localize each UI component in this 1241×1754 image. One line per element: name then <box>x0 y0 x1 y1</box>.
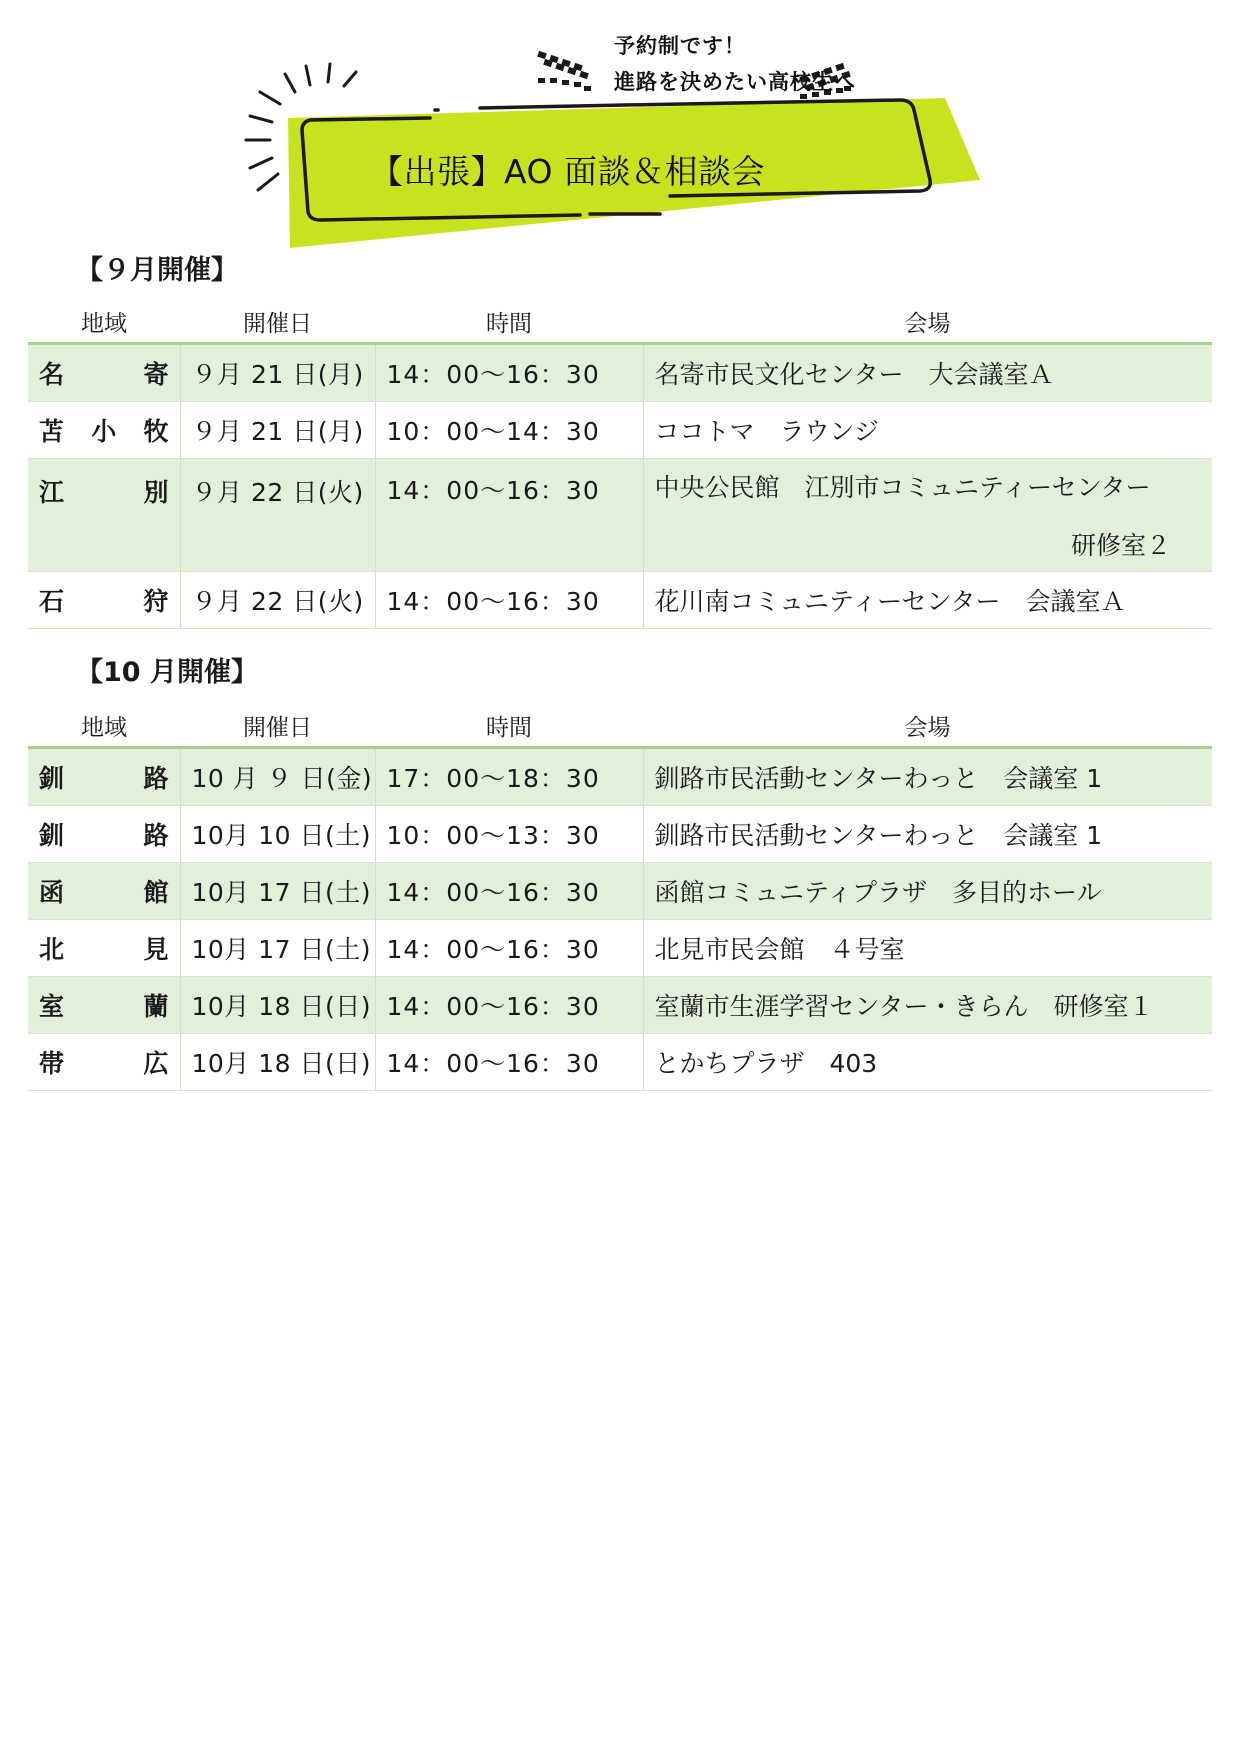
header-time: 時間 <box>375 704 643 748</box>
venue-line: 釧路市民活動センターわっと 会議室 1 <box>654 764 1103 793</box>
cell-venue <box>643 863 1212 920</box>
banner-graphic <box>240 30 1000 255</box>
cell-time: 17：00～18：30 <box>375 748 643 806</box>
cell-time: 14：00～16：30 <box>375 1034 643 1091</box>
cell-time: 14：00～16：30 <box>375 572 643 629</box>
cell-time: 14：00～16：30 <box>375 459 643 572</box>
cell-area <box>28 806 180 863</box>
header-area: 地域 <box>28 300 180 344</box>
header-venue: 会場 <box>643 300 1212 344</box>
area-char: 名 <box>39 360 65 389</box>
area-char: 狩 <box>143 587 169 616</box>
table-row <box>28 863 1212 920</box>
table-header-row <box>28 704 1212 748</box>
area-char: 別 <box>143 478 169 507</box>
venue-line: 花川南コミュニティーセンター 会議室Ａ <box>654 587 1126 616</box>
september-schedule-table <box>28 300 1212 629</box>
area-char: 苫 <box>39 417 65 446</box>
area-char: 路 <box>143 821 169 850</box>
cell-area <box>28 920 180 977</box>
cell-venue <box>643 344 1212 402</box>
venue-line: 室蘭市生涯学習センター・きらん 研修室１ <box>654 992 1154 1021</box>
cell-date: 10月 17 日(土) <box>180 863 375 920</box>
area-char: 牧 <box>143 417 169 446</box>
cell-area <box>28 748 180 806</box>
table-header-row <box>28 300 1212 344</box>
october-heading: 【10 月開催】 <box>76 657 258 688</box>
venue-line: 中央公民館 江別市コミュニティーセンター <box>654 473 1151 502</box>
area-char: 釧 <box>39 764 65 793</box>
cell-venue <box>643 748 1212 806</box>
table-row <box>28 920 1212 977</box>
area-char: 小 <box>91 417 117 446</box>
venue-line: ココトマ ラウンジ <box>654 417 879 446</box>
cell-venue <box>643 920 1212 977</box>
cell-venue <box>643 572 1212 629</box>
table-row <box>28 748 1212 806</box>
area-char: 広 <box>143 1049 169 1078</box>
cell-time: 10：00～14：30 <box>375 402 643 459</box>
cell-venue <box>643 459 1212 572</box>
area-char: 蘭 <box>143 992 169 1021</box>
cell-date: ９月 21 日(月) <box>180 402 375 459</box>
table-row <box>28 344 1212 402</box>
cell-date: 10月 10 日(土) <box>180 806 375 863</box>
venue-line: 釧路市民活動センターわっと 会議室 1 <box>654 821 1103 850</box>
cell-area <box>28 572 180 629</box>
area-char: 帯 <box>39 1049 65 1078</box>
banner-tagline-2: 進路を決めたい高校生へ <box>614 70 856 94</box>
cell-time: 10：00～13：30 <box>375 806 643 863</box>
cell-date: 10月 18 日(日) <box>180 1034 375 1091</box>
cell-area <box>28 459 180 572</box>
venue-line-2: 研修室２ <box>1070 531 1171 560</box>
area-char: 路 <box>143 764 169 793</box>
cell-venue <box>643 806 1212 863</box>
venue-line: 名寄市民文化センター 大会議室Ａ <box>654 360 1054 389</box>
event-banner <box>240 30 1000 255</box>
header-venue: 会場 <box>643 704 1212 748</box>
area-char: 函 <box>39 878 65 907</box>
header-date: 開催日 <box>180 704 375 748</box>
cell-time: 14：00～16：30 <box>375 344 643 402</box>
october-schedule-table <box>28 704 1212 1091</box>
table-row <box>28 806 1212 863</box>
cell-date: 10月 18 日(日) <box>180 977 375 1034</box>
table-row <box>28 402 1212 459</box>
cell-time: 14：00～16：30 <box>375 863 643 920</box>
table-row <box>28 977 1212 1034</box>
banner-tagline-1: 予約制です！ <box>614 34 746 58</box>
table-row <box>28 1034 1212 1091</box>
table-row <box>28 572 1212 629</box>
area-char: 北 <box>39 935 65 964</box>
cell-venue <box>643 977 1212 1034</box>
table-row <box>28 459 1212 572</box>
banner-title: 【出張】AO 面談＆相談会 <box>370 152 765 191</box>
area-char: 石 <box>39 587 65 616</box>
area-char: 館 <box>143 878 169 907</box>
cell-area <box>28 977 180 1034</box>
area-char: 見 <box>143 935 169 964</box>
cell-date: 10月 17 日(土) <box>180 920 375 977</box>
cell-venue <box>643 1034 1212 1091</box>
venue-line: とかちプラザ 403 <box>654 1049 878 1078</box>
cell-date: 10 月 ９ 日(金) <box>180 748 375 806</box>
area-char: 室 <box>39 992 65 1021</box>
cell-venue <box>643 402 1212 459</box>
cell-area <box>28 344 180 402</box>
venue-line: 北見市民会館 ４号室 <box>654 935 905 964</box>
cell-area <box>28 402 180 459</box>
header-time: 時間 <box>375 300 643 344</box>
venue-line: 函館コミュニティプラザ 多目的ホール <box>654 878 1102 907</box>
checker-flag-left <box>537 51 591 91</box>
cell-time: 14：00～16：30 <box>375 920 643 977</box>
area-char: 釧 <box>39 821 65 850</box>
cell-area <box>28 863 180 920</box>
cell-date: ９月 21 日(月) <box>180 344 375 402</box>
cell-date: ９月 22 日(火) <box>180 459 375 572</box>
september-heading: 【９月開催】 <box>76 255 238 286</box>
header-date: 開催日 <box>180 300 375 344</box>
cell-area <box>28 1034 180 1091</box>
area-char: 寄 <box>143 360 169 389</box>
header-area: 地域 <box>28 704 180 748</box>
cell-date: ９月 22 日(火) <box>180 572 375 629</box>
area-char: 江 <box>39 478 65 507</box>
cell-time: 14：00～16：30 <box>375 977 643 1034</box>
